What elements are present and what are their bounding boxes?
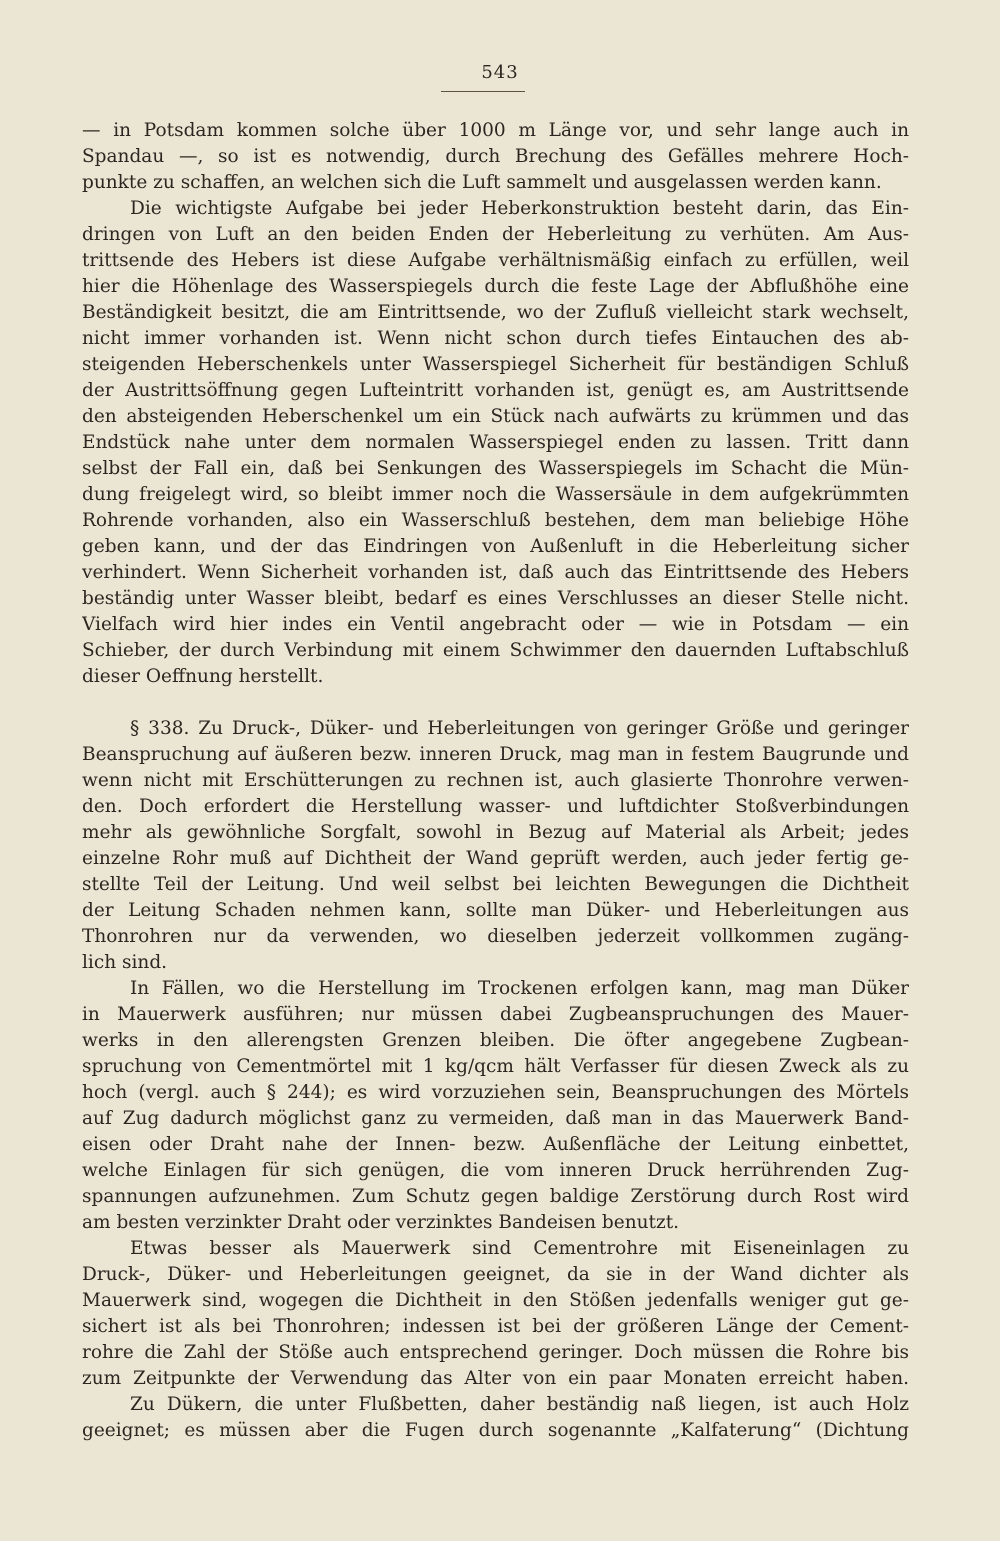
paragraph-gap bbox=[82, 690, 909, 716]
text-line: werks in den allerengsten Grenzen bleiben. Die öfter angegebene Zugbean- bbox=[82, 1030, 909, 1051]
text-line: Die wichtigste Aufgabe bei jeder Heberkonstruktion besteht darin, das Ein- bbox=[130, 198, 909, 219]
text-line: den absteigenden Heberschenkel um ein Stück nach aufwärts zu krümmen und das bbox=[82, 406, 909, 427]
text-line: dringen von Luft an den beiden Enden der Heberleitung zu verhüten. Am Aus- bbox=[82, 224, 909, 245]
text-line: beständig unter Wasser bleibt, bedarf es eines Verschlusses an dieser Stelle nicht. bbox=[82, 588, 909, 609]
text-line: am besten verzinkter Draht oder verzinktes Bandeisen benutzt. bbox=[82, 1212, 680, 1233]
text-line: Thonrohren nur da verwenden, wo dieselben jederzeit vollkommen zugäng- bbox=[82, 926, 909, 947]
text-line: In Fällen, wo die Herstellung im Trockenen erfolgen kann, mag man Düker bbox=[130, 978, 909, 999]
text-line: der Austrittsöffnung gegen Lufteintritt vorhanden ist, genügt es, am Austrittsende bbox=[82, 380, 909, 401]
text-line: — in Potsdam kommen solche über 1000 m Länge vor, und sehr lange auch in bbox=[82, 120, 909, 141]
text-line: Beanspruchung auf äußeren bezw. inneren Druck, mag man in festem Baugrunde und bbox=[82, 744, 909, 765]
text-line: geben kann, und der das Eindringen von Außenluft in die Heberleitung sicher bbox=[82, 536, 909, 557]
text-line: Endstück nahe unter dem normalen Wasserspiegel enden zu lassen. Tritt dann bbox=[82, 432, 909, 453]
text-line: selbst der Fall ein, daß bei Senkungen des Wasserspiegels im Schacht die Mün- bbox=[82, 458, 909, 479]
text-line: Rohrende vorhanden, also ein Wasserschluß bestehen, dem man beliebige Höhe bbox=[82, 510, 909, 531]
text-line: lich sind. bbox=[82, 952, 168, 973]
body-text bbox=[82, 118, 909, 1444]
text-line: geeignet; es müssen aber die Fugen durch sogenannte „Kalfaterung“ (Dichtung bbox=[82, 1420, 909, 1441]
text-line: wenn nicht mit Erschütterungen zu rechnen ist, auch glasierte Thonrohre verwen- bbox=[82, 770, 909, 791]
text-line: Vielfach wird hier indes ein Ventil angebracht oder — wie in Potsdam — ein bbox=[82, 614, 909, 635]
text-line: § 338. Zu Druck-, Düker- und Heberleitungen von geringer Größe und geringer bbox=[130, 718, 909, 739]
text-line: verhindert. Wenn Sicherheit vorhanden ist, daß auch das Eintrittsende des Hebers bbox=[82, 562, 909, 583]
text-line: mehr als gewöhnliche Sorgfalt, sowohl in Bezug auf Material als Arbeit; jedes bbox=[82, 822, 909, 843]
text-line: eisen oder Draht nahe der Innen- bezw. Außenfläche der Leitung einbettet, bbox=[82, 1134, 909, 1155]
text-line: dung freigelegt wird, so bleibt immer noch die Wassersäule in dem aufgekrümmten bbox=[82, 484, 909, 505]
page-number-rule bbox=[441, 91, 525, 92]
page-number: 543 bbox=[481, 62, 519, 83]
text-line: spruchung von Cementmörtel mit 1 kg/qcm hält Verfasser für diesen Zweck als zu bbox=[82, 1056, 909, 1077]
text-line: stellte Teil der Leitung. Und weil selbst bei leichten Bewegungen die Dichtheit bbox=[82, 874, 909, 895]
text-line: hier die Höhenlage des Wasserspiegels durch die feste Lage der Abflußhöhe eine bbox=[82, 276, 909, 297]
text-line: der Leitung Schaden nehmen kann, sollte man Düker- und Heberleitungen aus bbox=[82, 900, 909, 921]
text-line: den. Doch erfordert die Herstellung wasser- und luftdichter Stoßverbindungen bbox=[82, 796, 909, 817]
text-line: Etwas besser als Mauerwerk sind Cementrohre mit Eiseneinlagen zu bbox=[130, 1238, 909, 1259]
text-line: rohre die Zahl der Stöße auch entsprechend geringer. Doch müssen die Rohre bis bbox=[82, 1342, 909, 1363]
text-line: Zu Dükern, die unter Flußbetten, daher beständig naß liegen, ist auch Holz bbox=[130, 1394, 909, 1415]
text-line: punkte zu schaffen, an welchen sich die Luft sammelt und ausgelassen werden kann. bbox=[82, 172, 882, 193]
text-line: zum Zeitpunkte der Verwendung das Alter von ein paar Monaten erreicht haben. bbox=[82, 1368, 909, 1389]
text-line: nicht immer vorhanden ist. Wenn nicht schon durch tiefes Eintauchen des ab- bbox=[82, 328, 909, 349]
text-line: hoch (vergl. auch § 244); es wird vorzuziehen sein, Beanspruchungen des Mörtels bbox=[82, 1082, 909, 1103]
text-line: auf Zug dadurch möglichst ganz zu vermeiden, daß man in das Mauerwerk Band- bbox=[82, 1108, 909, 1129]
text-line: welche Einlagen für sich genügen, die vom inneren Druck herrührenden Zug- bbox=[82, 1160, 909, 1181]
text-line: sichert ist als bei Thonrohren; indessen ist bei der größeren Länge der Cement- bbox=[82, 1316, 909, 1337]
text-line: Druck-, Düker- und Heberleitungen geeignet, da sie in der Wand dichter als bbox=[82, 1264, 909, 1285]
text-line: Schieber, der durch Verbindung mit einem Schwimmer den dauernden Luftabschluß bbox=[82, 640, 909, 661]
text-line: trittsende des Hebers ist diese Aufgabe verhältnismäßig einfach zu erfüllen, weil bbox=[82, 250, 909, 271]
text-line: Mauerwerk sind, wogegen die Dichtheit in den Stößen jedenfalls weniger gut ge- bbox=[82, 1290, 909, 1311]
text-line: dieser Oeffnung herstellt. bbox=[82, 666, 324, 687]
text-line: steigenden Heberschenkels unter Wasserspiegel Sicherheit für beständigen Schluß bbox=[82, 354, 909, 375]
text-line: spannungen aufzunehmen. Zum Schutz gegen baldige Zerstörung durch Rost wird bbox=[82, 1186, 909, 1207]
text-line: Spandau —, so ist es notwendig, durch Brechung des Gefälles mehrere Hoch- bbox=[82, 146, 909, 167]
text-line: Beständigkeit besitzt, die am Eintrittsende, wo der Zufluß vielleicht stark wechselt, bbox=[82, 302, 909, 323]
text-line: in Mauerwerk ausführen; nur müssen dabei Zugbeanspruchungen des Mauer- bbox=[82, 1004, 909, 1025]
text-line: einzelne Rohr muß auf Dichtheit der Wand geprüft werden, auch jeder fertig ge- bbox=[82, 848, 909, 869]
